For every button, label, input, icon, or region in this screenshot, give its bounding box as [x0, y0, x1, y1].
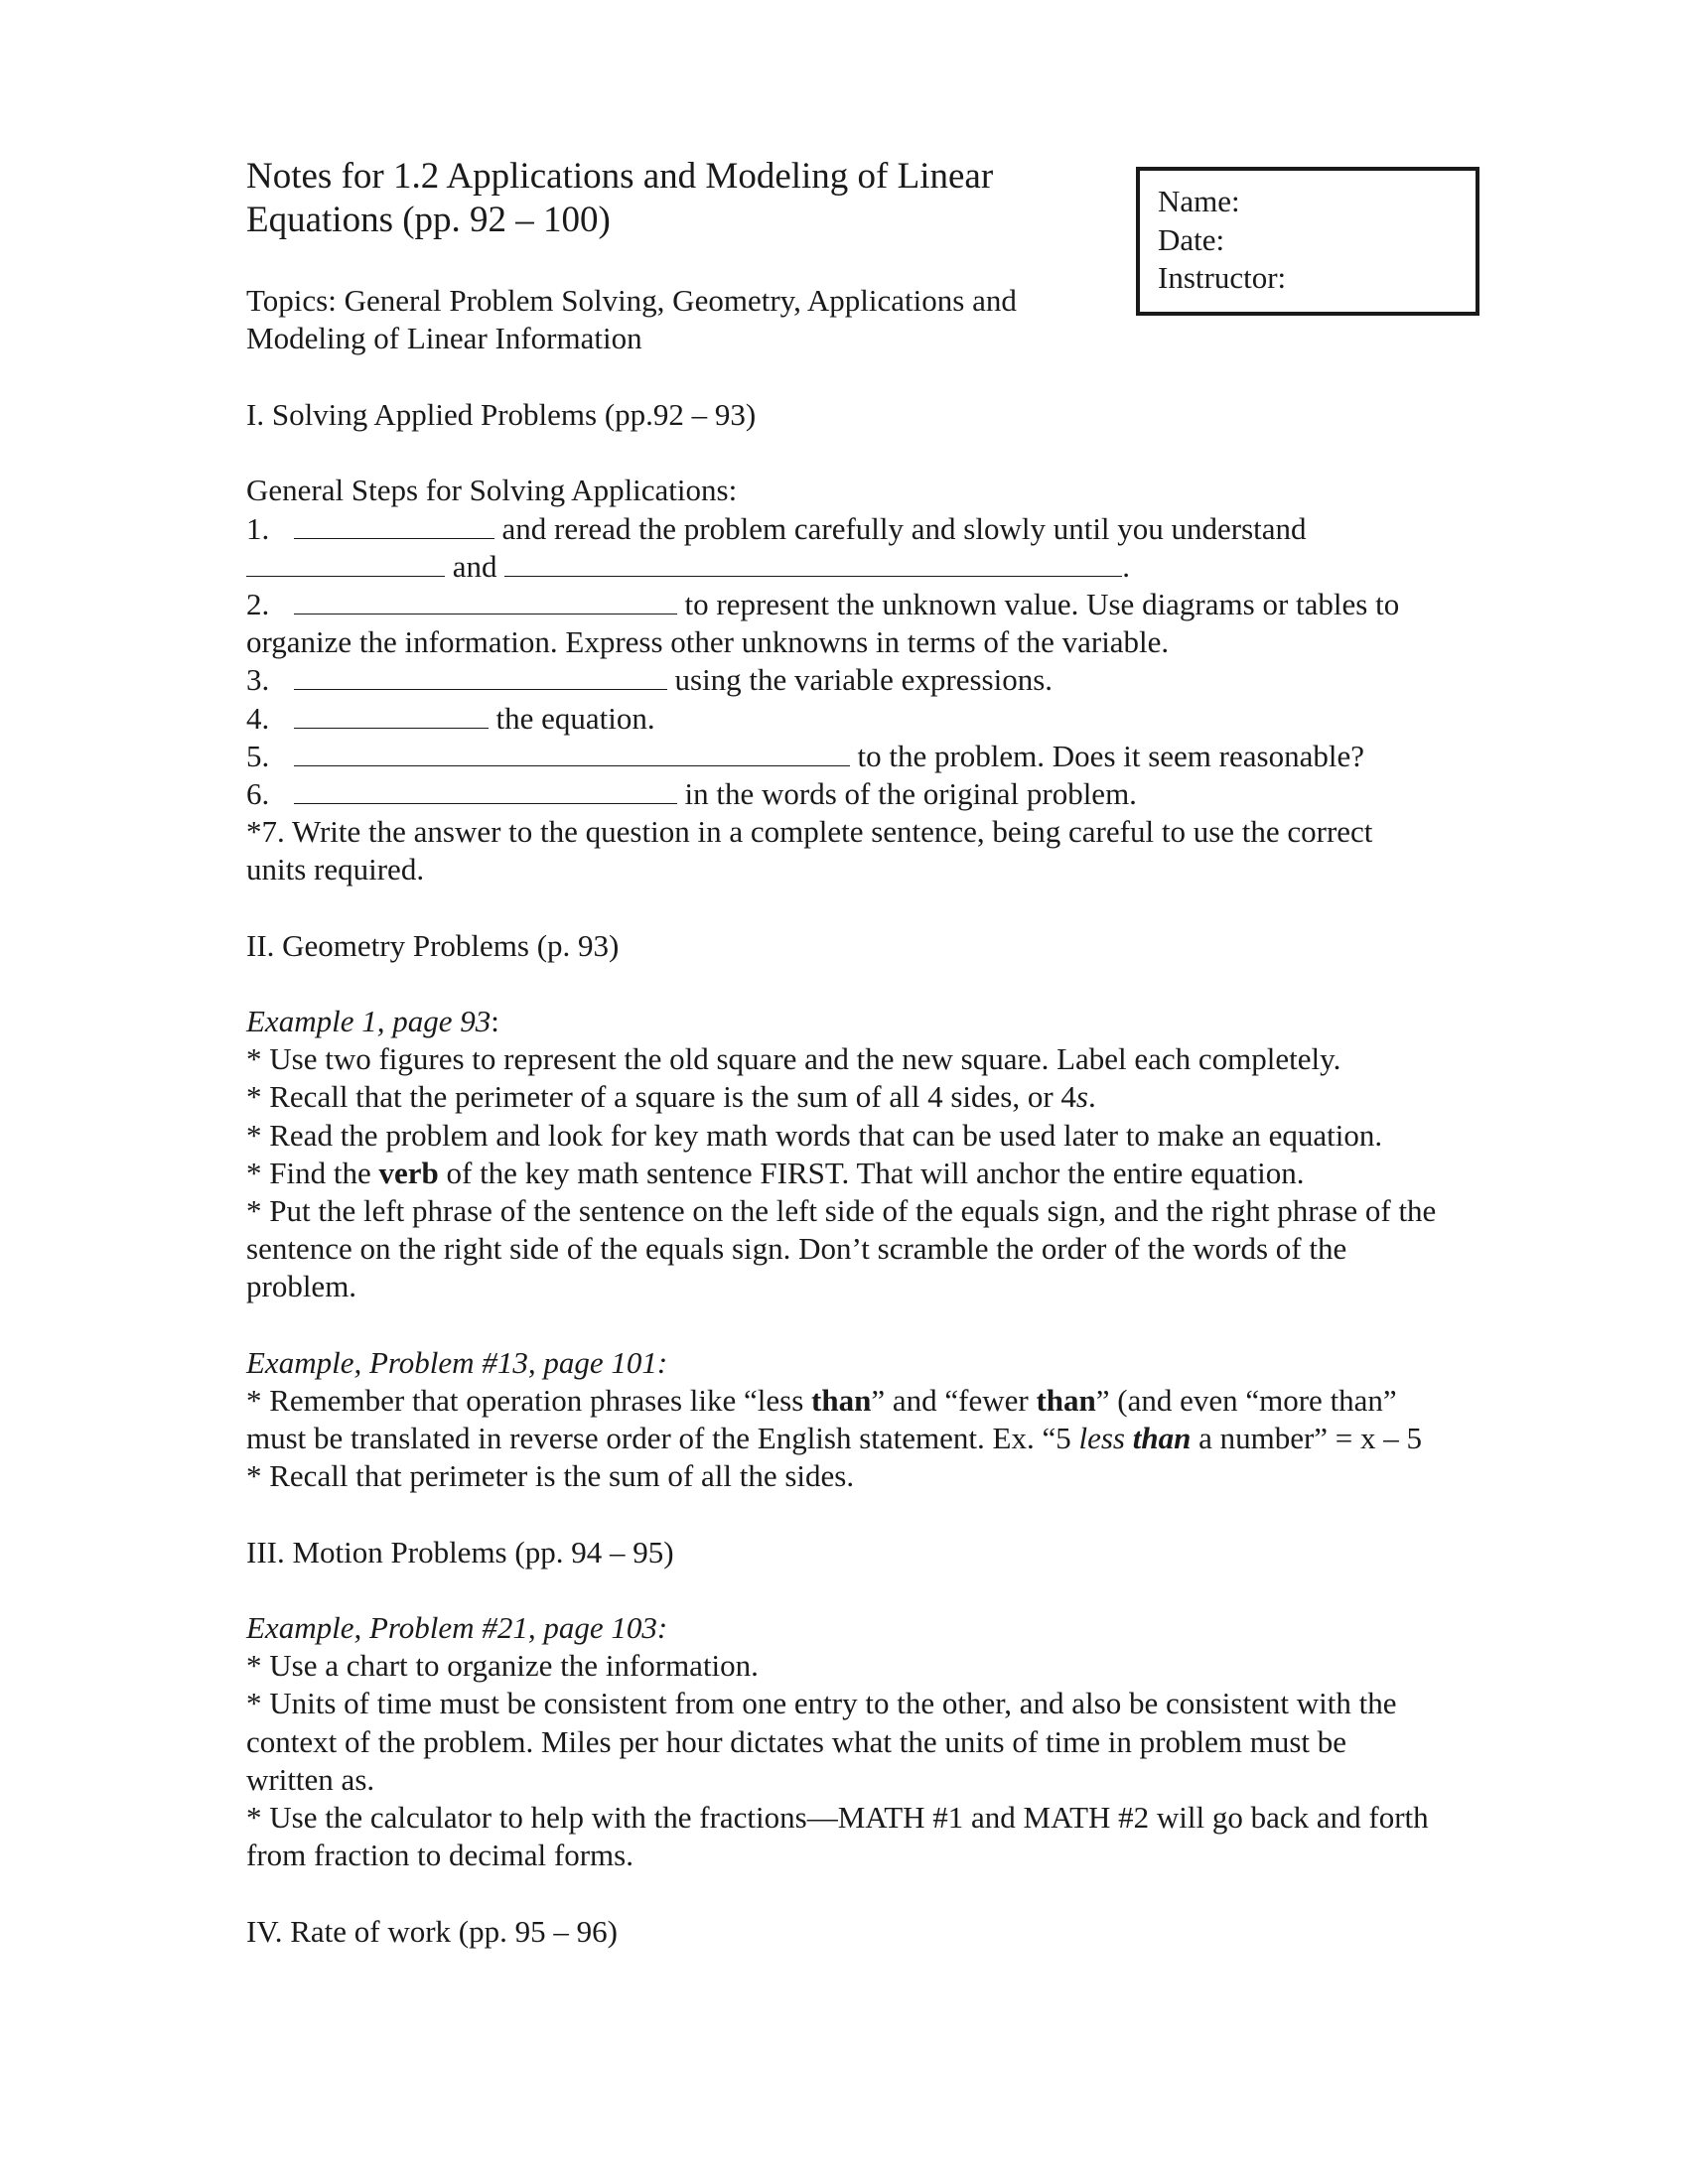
example-13-bullet-2: * Recall that perimeter is the sum of all the sides.: [246, 1458, 855, 1494]
step-text: in the words of the original problem.: [684, 775, 1137, 811]
example-21-bullet-3-line-1: * Use the calculator to help with the fractions—MATH #1 and MATH #2 will go back and forth: [246, 1799, 1429, 1835]
bullet-text: * Recall that the perimeter of a square is the sum of all 4 sides, or 4: [246, 1079, 1076, 1115]
step-text: to represent the unknown value. Use diagrams or tables to: [684, 586, 1400, 621]
step-5: [246, 738, 1537, 775]
step-2: [246, 586, 1537, 623]
title-line-1: Notes for 1.2 Applications and Modeling of Linear: [246, 156, 994, 197]
example-21-bullet-2-line-3: written as.: [246, 1761, 375, 1797]
date-label: Date:: [1158, 221, 1225, 257]
variable-s: s: [1075, 1079, 1088, 1115]
bold-than: than: [811, 1382, 872, 1418]
step-3: [246, 661, 1537, 699]
bullet-text: of the key math sentence FIRST. That will anchor the entire equation.: [438, 1155, 1305, 1190]
fill-in-blank: [294, 663, 667, 690]
bold-italic-than: than: [1132, 1421, 1192, 1456]
bullet-text: * Find the: [246, 1155, 379, 1190]
document-title: [246, 155, 1110, 242]
example-title-text: Example, Problem #21, page 103:: [246, 1610, 668, 1645]
example-21-bullet-1: * Use a chart to organize the information.: [246, 1648, 759, 1684]
topics: [246, 282, 1110, 357]
fill-in-blank: [294, 702, 489, 729]
topics-line-2: Modeling of Linear Information: [246, 321, 642, 355]
document-body: [246, 396, 1537, 1951]
step-text: .: [1122, 548, 1131, 584]
example-13-bullet-1-line-2: [246, 1420, 1537, 1457]
example-1-bullet-5-line-3: problem.: [246, 1269, 357, 1304]
step-number: 6.: [246, 775, 270, 811]
example-1-bullet-2: [246, 1078, 1537, 1116]
section-heading-3: III. Motion Problems (pp. 94 – 95): [246, 1534, 674, 1570]
bold-than: than: [1036, 1382, 1096, 1418]
step-text: and reread the problem carefully and slowly until you understand: [501, 510, 1307, 546]
step-number: 4.: [246, 700, 270, 736]
bullet-text: * Remember that operation phrases like “less: [246, 1382, 812, 1418]
step-text: and: [452, 548, 497, 584]
steps-heading: General Steps for Solving Applications:: [246, 473, 738, 508]
fill-in-blank: [294, 777, 677, 804]
example-1-bullet-1: * Use two figures to represent the old square and the new square. Label each completely.: [246, 1041, 1341, 1077]
bullet-text: a number” = x – 5: [1191, 1421, 1423, 1456]
step-7-line-2: units required.: [246, 852, 425, 887]
fill-in-blank: [294, 512, 494, 539]
fill-in-blank: [294, 588, 677, 614]
step-7-line-1: *7. Write the answer to the question in a complete sentence, being careful to use the correct: [246, 814, 1373, 850]
step-1-continued: [246, 548, 1537, 586]
step-number: 5.: [246, 738, 270, 773]
fill-in-blank: [504, 550, 1122, 577]
section-heading-4: IV. Rate of work (pp. 95 – 96): [246, 1913, 618, 1949]
example-21-bullet-2-line-2: context of the problem. Miles per hour dictates what the units of time in problem must be: [246, 1723, 1347, 1759]
step-1: [246, 510, 1537, 548]
step-number: 3.: [246, 662, 270, 698]
instructor-label: Instructor:: [1158, 260, 1287, 295]
example-title-text: Example 1, page 93: [246, 1004, 492, 1038]
bold-verb: verb: [378, 1155, 439, 1190]
example-1-title: [246, 1003, 1537, 1040]
student-info-box: [1136, 167, 1479, 316]
example-1-bullet-4: [246, 1155, 1537, 1192]
section-heading-1: I. Solving Applied Problems (pp.92 – 93): [246, 397, 757, 432]
topics-line-1: Topics: General Problem Solving, Geometry, Applications and: [246, 283, 1017, 318]
example-title-text: Example, Problem #13, page 101:: [246, 1344, 668, 1380]
step-6: [246, 775, 1537, 813]
example-21-bullet-2-line-1: * Units of time must be consistent from one entry to the other, and also be consistent with the: [246, 1686, 1397, 1721]
example-title-colon: :: [491, 1004, 499, 1038]
example-21-bullet-3-line-2: from fraction to decimal forms.: [246, 1838, 633, 1873]
example-1-bullet-3: * Read the problem and look for key math words that can be used later to make an equation.: [246, 1117, 1383, 1153]
bullet-text: ” and “fewer: [871, 1382, 1037, 1418]
example-1-bullet-5-line-2: sentence on the right side of the equals sign. Don’t scramble the order of the words of the: [246, 1231, 1347, 1267]
step-text: using the variable expressions.: [674, 662, 1054, 698]
italic-less: less: [1078, 1421, 1133, 1456]
step-2-continued: organize the information. Express other unknowns in terms of the variable.: [246, 624, 1170, 660]
bullet-end: .: [1087, 1079, 1096, 1115]
fill-in-blank: [294, 740, 850, 766]
example-13-bullet-1: [246, 1382, 1537, 1420]
name-label: Name:: [1158, 184, 1240, 218]
step-text: the equation.: [495, 700, 655, 736]
fill-in-blank: [246, 550, 445, 577]
bullet-text: ” (and even “more than”: [1095, 1382, 1397, 1418]
step-4: [246, 700, 1537, 738]
example-13-title: [246, 1344, 1537, 1382]
step-text: to the problem. Does it seem reasonable?: [857, 738, 1364, 773]
bullet-text: must be translated in reverse order of the English statement. Ex. “5: [246, 1421, 1079, 1456]
title-line-2: Equations (pp. 92 – 100): [246, 200, 611, 240]
example-1-bullet-5-line-1: * Put the left phrase of the sentence on the left side of the equals sign, and the right phrase of the: [246, 1192, 1437, 1228]
example-21-title: [246, 1609, 1537, 1647]
step-number: 1.: [246, 510, 270, 546]
step-number: 2.: [246, 586, 270, 621]
section-heading-2: II. Geometry Problems (p. 93): [246, 927, 620, 963]
